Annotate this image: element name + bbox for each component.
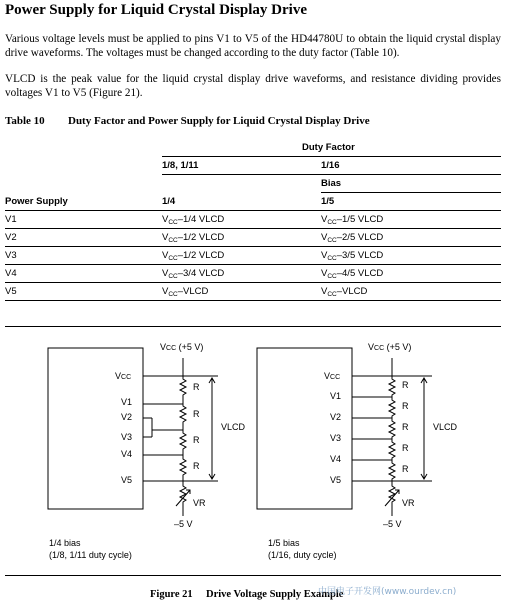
table-caption-title: Duty Factor and Power Supply for Liquid Crystal Display Drive	[68, 115, 370, 127]
cell-value: $V_{CC}-3/4$ VLCD	[162, 265, 321, 283]
resistor-right-4	[389, 439, 395, 460]
pin-vcc-left: VCC	[115, 371, 132, 381]
resistor-label: R	[402, 443, 409, 453]
cell-value: $V_{CC}-2/5$ VLCD	[321, 229, 501, 247]
watermark-text: 中国电子开发网(www.ourdev.cn)	[318, 587, 457, 597]
pin-v3-right: V3	[330, 433, 342, 443]
vcc-supply-label-left: VCC (+5 V)	[160, 342, 204, 352]
resistor-label: R	[402, 401, 409, 411]
figure-caption-title: Drive Voltage Supply Example	[206, 589, 344, 600]
vlcd-label-right: VLCD	[433, 422, 458, 432]
cell-value: $V_{CC}-1/2$ VLCD	[162, 247, 321, 265]
pin-v1-left: V1	[121, 397, 133, 407]
resistor-right-2	[389, 397, 395, 418]
resistor-label: R	[402, 380, 409, 390]
pin-v3-left: V3	[121, 432, 133, 442]
section-heading: Power Supply for Liquid Crystal Display Drive	[5, 2, 307, 18]
resistor-label: R	[402, 422, 409, 432]
vr-label-right: VR	[402, 498, 415, 508]
figure-caption-number: Figure 21	[150, 589, 193, 600]
bias-note-left: 1/4 bias (1/8, 1/11 duty cycle)	[49, 538, 132, 560]
pin-v5-right: V5	[330, 475, 342, 485]
cell-value: $V_{CC}-4/5$ VLCD	[321, 265, 501, 283]
vcc-supply-label-right: VCC (+5 V)	[368, 342, 412, 352]
row-label: V3	[5, 247, 162, 265]
row-label: V1	[5, 211, 162, 229]
paragraph-vlcd: VLCD is the peak value for the liquid crystal display drive waveforms, and resistance dividing provides voltages V1 to V5 (Figure 21).	[5, 73, 501, 99]
pin-v5-left: V5	[121, 475, 133, 485]
cell-value: $V_{CC}-1/2$ VLCD	[162, 229, 321, 247]
resistor-label: R	[193, 435, 200, 445]
resistor-label: R	[193, 461, 200, 471]
cell-value: $V_{CC}$–VLCD	[162, 283, 321, 301]
duty-col-1: 1/8, 1/11	[162, 157, 321, 175]
neg-supply-left: –5 V	[174, 519, 193, 529]
power-supply-header: Power Supply	[5, 193, 162, 211]
bias-col-2: 1/5	[321, 193, 501, 211]
resistor-left-4	[180, 455, 186, 481]
resistor-left-3	[180, 430, 186, 455]
row-label: V4	[5, 265, 162, 283]
neg-supply-right: –5 V	[383, 519, 402, 529]
duty-col-2: 1/16	[321, 157, 501, 175]
resistor-right-1	[389, 376, 395, 397]
bias-note-right: 1/5 bias (1/16, duty cycle)	[268, 538, 337, 560]
duty-factor-header: Duty Factor	[162, 139, 501, 157]
resistor-right-5	[389, 460, 395, 481]
resistor-label: R	[193, 382, 200, 392]
vlcd-label-left: VLCD	[221, 422, 246, 432]
resistor-left-1	[180, 376, 186, 404]
resistor-label: R	[193, 409, 200, 419]
resistor-right-3	[389, 418, 395, 439]
cell-value: $V_{CC}-3/5$ VLCD	[321, 247, 501, 265]
pin-v2-left: V2	[121, 412, 133, 422]
paragraph-voltage-levels: Various voltage levels must be applied to pins V1 to V5 of the HD44780U to obtain the liquid crystal display drive waveforms. The voltages must be changed according to the duty factor (Table 10).	[5, 33, 501, 59]
row-label: V5	[5, 283, 162, 301]
cell-value: $V_{CC}-1/4$ VLCD	[162, 211, 321, 229]
vr-label-left: VR	[193, 498, 206, 508]
row-label: V2	[5, 229, 162, 247]
resistor-label: R	[402, 464, 409, 474]
cell-value: $V_{CC}-1/5$ VLCD	[321, 211, 501, 229]
bias-label: Bias	[321, 175, 501, 193]
pin-vcc-right: VCC	[324, 371, 341, 381]
pin-v4-left: V4	[121, 449, 133, 459]
cell-value: $V_{CC}$–VLCD	[321, 283, 501, 301]
pin-v1-right: V1	[330, 391, 342, 401]
bias-col-1: 1/4	[162, 193, 321, 211]
pin-v2-right: V2	[330, 412, 342, 422]
resistor-left-2	[180, 404, 186, 430]
pin-v4-right: V4	[330, 454, 342, 464]
table-caption-number: Table 10	[5, 115, 45, 127]
